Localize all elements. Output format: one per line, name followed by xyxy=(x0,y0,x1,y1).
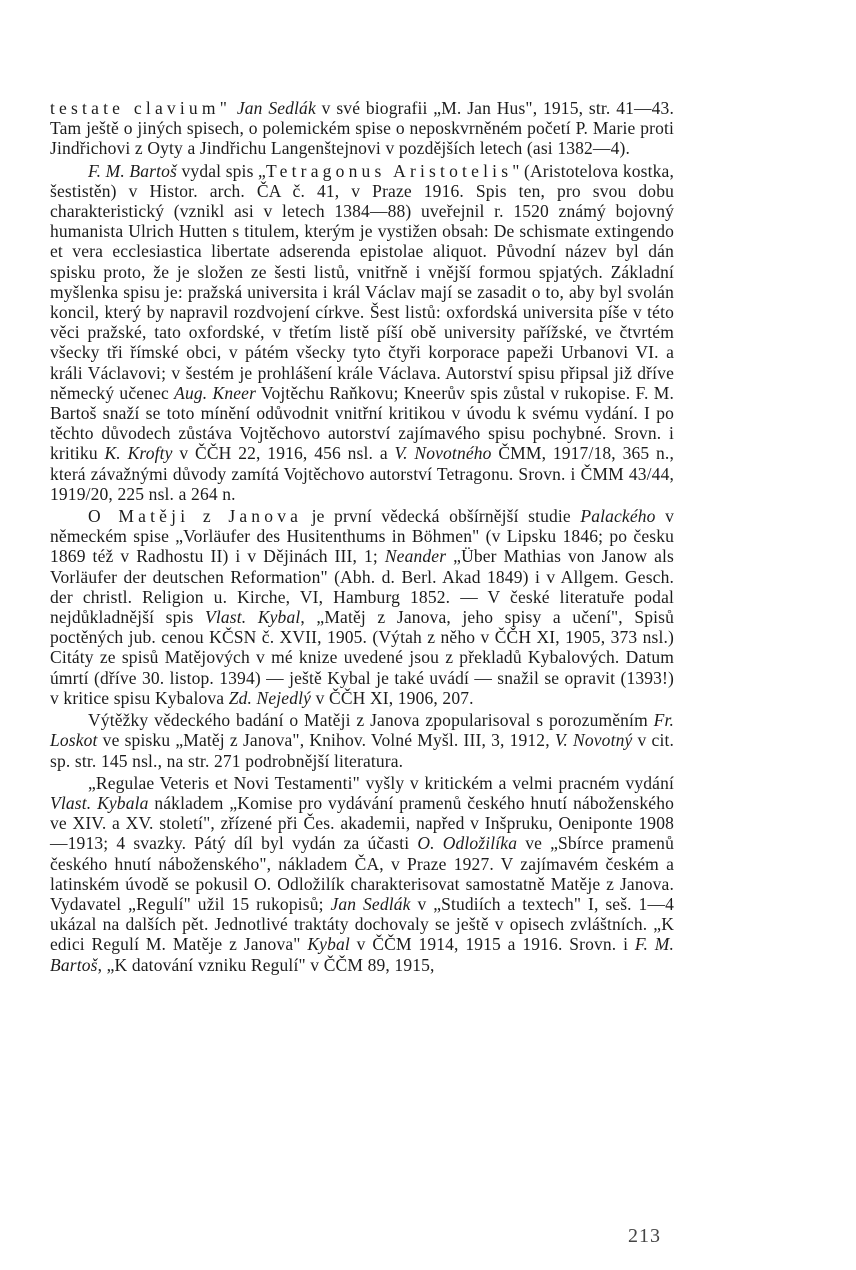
paragraph-5 xyxy=(50,773,674,975)
italic-name: Vlast. Kybala xyxy=(50,792,149,813)
text-run: „Regulae Veteris et Novi Testamenti" vyšly v kritickém a velmi pracném vydání xyxy=(88,772,674,793)
italic-name: Jan Sedlák xyxy=(236,98,316,118)
paragraph-3 xyxy=(50,506,674,708)
italic-name: V. Novotný xyxy=(554,730,633,751)
italic-name: O. Odložilíka xyxy=(417,833,518,854)
text-run: v ČČH XI, 1906, 207. xyxy=(311,687,474,708)
italic-name: Palackého xyxy=(580,506,656,527)
italic-name: Jan Sedlák xyxy=(330,893,411,914)
italic-name: F. M. Bartoš xyxy=(88,160,177,181)
text-run: Výtěžky vědeckého badání o Matěji z Janova zpopularisoval s porozuměním xyxy=(88,710,654,731)
text-run: ČMM, 1917/18, 365 n., která závažnými důvody zamítá Vojtěchovo autorství Tetragonu. Srovn. i ČMM 43/44, 1919/20, 225 nsl. a 264 n. xyxy=(50,443,674,504)
text-run: v své biografii „M. Jan Hus", 1915, str. 41—43. Tam ještě o jiných spisech, o polemickém spise o neposkvrněném početí P. Marie proti Jindřichovi z Oyty a Jindřichu Langenštejnovi v pozdějších letech (asi 1382—4). xyxy=(50,98,674,159)
spaced-title: O Matěji z Janova xyxy=(88,506,303,527)
text-run: , „K datování vzniku Regulí" v ČČM 89, 1915, xyxy=(97,954,435,975)
paragraph-1 xyxy=(50,98,674,159)
text-run: " (Aristotelova kostka, šestistěn) v Histor. arch. ČA č. 41, v Praze 1916. Spis ten, pro svou dobu charakteristický (vznikl asi v letech 1384—88) uveřejnil r. 1520 známý bojovný humanista Ulrich Hutten s titulem, kterým je vystižen obsah: De schismate extingendo et vera ecclesiastica libertate adserenda epistolae aliquot. Původní název byl dán spisku proto, že je složen ze šesti listů, vnitřně i vnější formou spjatých. Základní myšlenka spisu je: pražská universita i král Václav mají se zasadit o to, aby byl svolán koncil, který by napravil rozdvojení církve. Šest listů: oxfordská universita píše v této věci pražské, tato oxfordské, v třetím listě píší obě university pařížské, ve čtvrtém všecky tři římské obci, v pátém všecky tyto čtyři korporace papeži Urbanovi VI. a králi Václavovi; v šestém je prohlášení krále Václava. Autorství spisu připsal již dříve německý učenec xyxy=(50,160,674,403)
italic-name: V. Novotného xyxy=(394,443,492,464)
text-run: ve spisku „Matěj z Janova", Knihov. Volné Myšl. III, 3, 1912, xyxy=(97,730,555,751)
text-run: je první vědecká obšírnější studie xyxy=(302,506,581,527)
text-run: v „Studiích a textech" I, seš. 1—4 ukázal na dalších pět. Jednotlivé traktáty dochovaly se ještě v opisech zvláštních. „K edici Regulí M. Matěje z Janova" xyxy=(50,893,675,955)
italic-name: Zd. Nejedlý xyxy=(228,687,312,708)
italic-name: Aug. Kneer xyxy=(174,382,257,403)
spaced-title: testate clavium" xyxy=(50,98,232,118)
paragraph-2 xyxy=(50,161,674,504)
text-run: ve „Sbírce pramenů českého hnutí náboženského", nákladem ČA, v Praze 1927. V zajímavém českém a latinském úvodě se pokusil O. Odložilík charakterisovat samostatně Matěje z Janova. Vydavatel „Regulí" užil 15 rukopisů; xyxy=(50,833,674,914)
text-run: v ČČM 1914, 1915 a 1916. Srovn. i xyxy=(349,934,635,955)
text-run: v ČČH 22, 1916, 456 nsl. a xyxy=(172,443,395,464)
text-run: „Über Mathias von Janow als Vorläufer der deutschen Reformation" (Abh. d. Berl. Akad 1849) i v Allgem. Gesch. der christl. Religion u. Kirche, VI, Hamburg 1852. — V české literatuře podal nejdůkladnější spis xyxy=(50,546,674,628)
text-run: v německém spise „Vorläufer des Husitenthums in Böhmen" (v Lipsku 1846; po česku 1869 též v Radhostu II) i v Dějinách III, 1; xyxy=(50,506,674,567)
text-body xyxy=(50,98,674,975)
text-run: v cit. sp. str. 145 nsl., na str. 271 podrobnější literatura. xyxy=(50,730,674,771)
italic-name: Vlast. Kybal xyxy=(205,607,301,628)
text-run: Vojtěchu Raňkovu; Kneerův spis zůstal v rukopise. F. M. Bartoš snaží se toto mínění odůvodnit vnitřní kritikou v úvodu k svému vydání. I po těchto důvodech zůstáva Vojtěchovo autorství zajímavého spisu pochybné. Srovn. i kritiku xyxy=(50,382,674,464)
text-run: vydal spis „ xyxy=(177,160,266,181)
text-run: nákladem „Komise pro vydávání pramenů českého hnutí náboženského ve XIV. a XV. století", zřízené při Čes. akademii, napřed v Inšpruku, Oeniponte 1908—1913; 4 svazky. Pátý díl byl vydán za účasti xyxy=(50,792,674,854)
page-number: 213 xyxy=(628,1225,661,1247)
paragraph-4 xyxy=(50,710,674,771)
italic-name: Fr. Loskot xyxy=(50,710,674,751)
italic-name: Neander xyxy=(384,546,447,567)
italic-name: F. M. Bartoš xyxy=(50,934,674,975)
italic-name: K. Krofty xyxy=(104,443,173,464)
text-run: , „Matěj z Janova, jeho spisy a učení", Spisů poctěných jub. cenou KČSN č. XVII, 1905. (Výtah z něho v ČČH XI, 1905, 373 nsl.) Citáty ze spisů Matějových v mé knize uvedené jsou z překladů Kybalových. Datum úmrtí (dříve 30. listop. 1394) — ještě Kybal je také uvádí — snažil se opravit (1393!) v kritice spisu Kybalova xyxy=(50,607,675,708)
italic-name: Kybal xyxy=(307,934,350,955)
spaced-title: Tetragonus Aristotelis xyxy=(265,160,513,181)
